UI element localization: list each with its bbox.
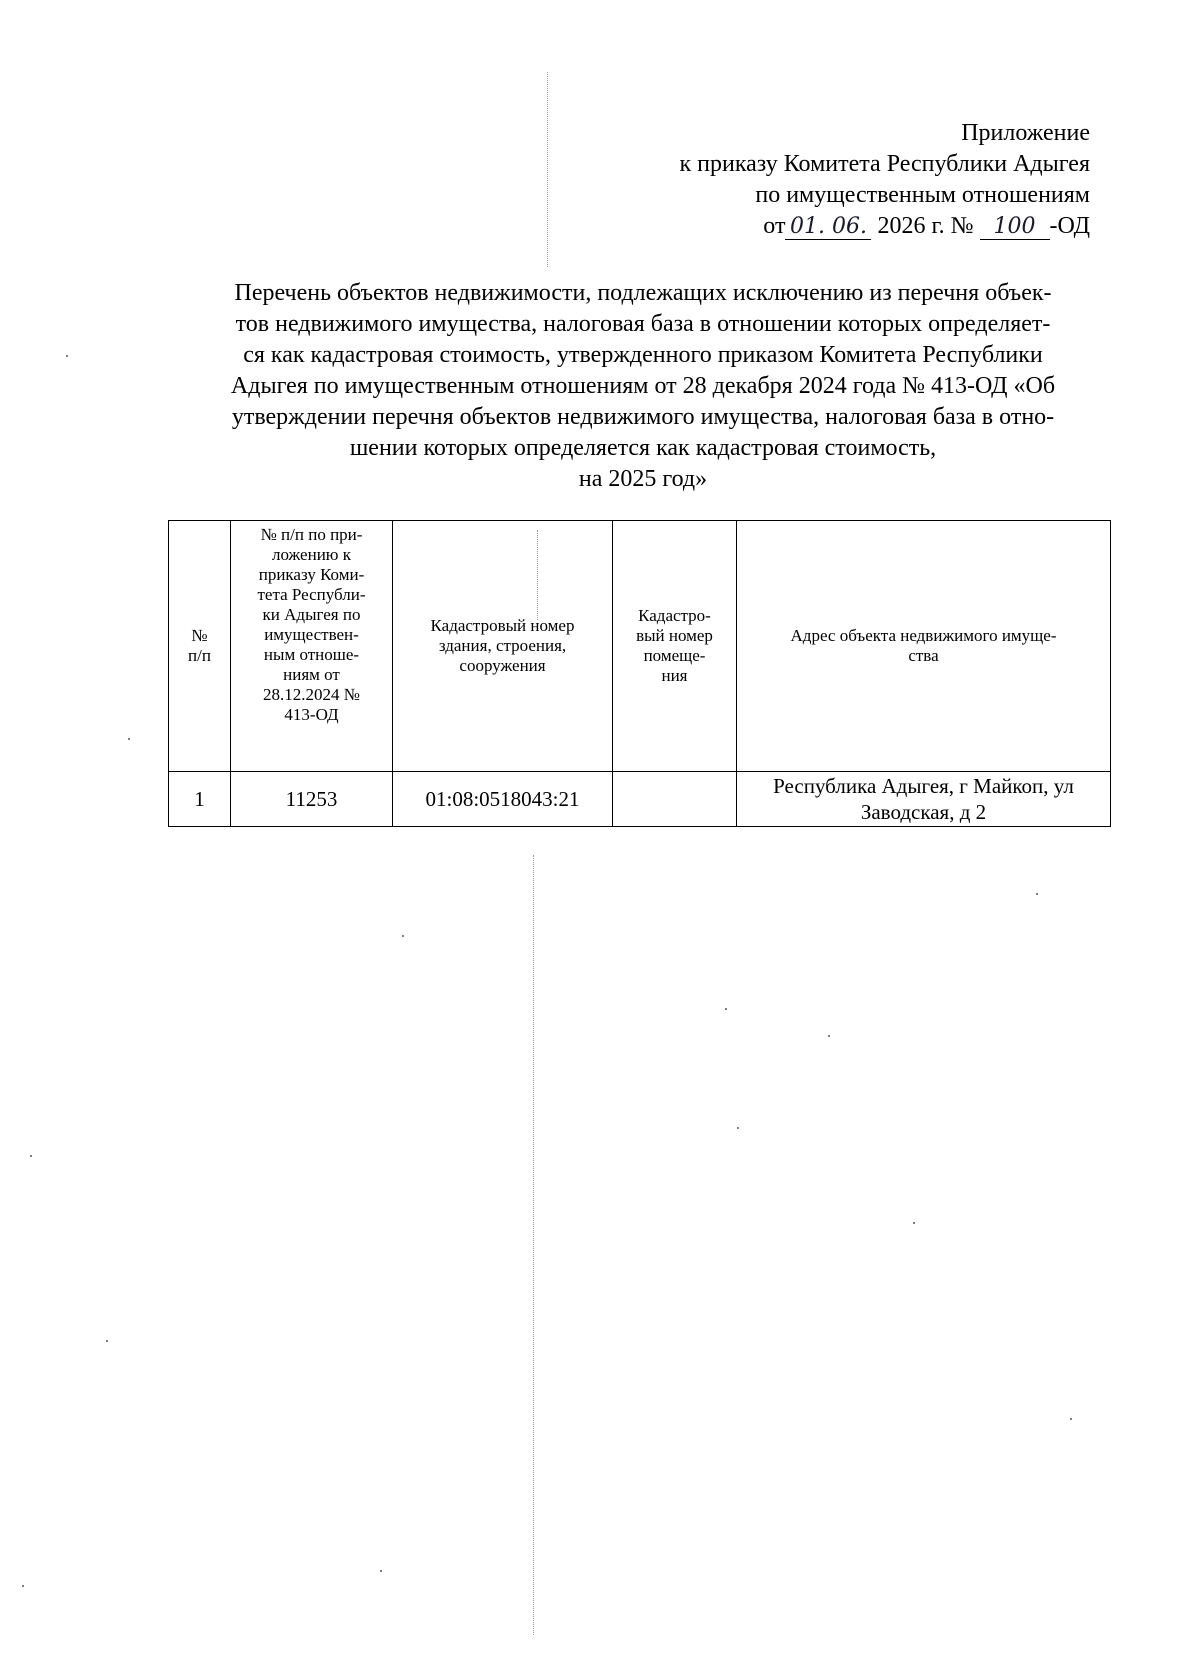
header-row-number: № п/п	[169, 521, 231, 772]
scan-speck	[913, 1222, 915, 1224]
table-row	[169, 772, 1111, 827]
handwritten-date: 01. 06.	[785, 215, 871, 240]
header-appendix-number: № п/п по при- ложению к приказу Коми- тета Республи- ки Адыгея по имуществен- ным отноше- ниям от 28.12.2024 № 413-ОД	[231, 521, 393, 772]
cell-appendix-number: 11253	[231, 772, 393, 827]
scan-speck	[828, 1035, 830, 1037]
document-title	[178, 278, 1108, 495]
appendix-date-line	[530, 211, 1090, 242]
header-cadastral-building: Кадастровый номер здания, строения, сооружения	[393, 521, 613, 772]
cell-row-number: 1	[169, 772, 231, 827]
appendix-title: Приложение	[961, 120, 1090, 146]
scan-speck	[737, 1127, 739, 1129]
header-address: Адрес объекта недвижимого имуще- ства	[737, 521, 1111, 772]
scan-speck	[402, 935, 404, 937]
scan-speck	[106, 1340, 108, 1342]
scan-speck	[725, 1008, 727, 1010]
date-prefix: от	[763, 213, 786, 239]
appendix-committee-ref: по имущественным отношениям	[755, 182, 1090, 208]
title-line: утверждении перечня объектов недвижимого имущества, налоговая база в отно-	[231, 404, 1055, 430]
cell-address: Республика Адыгея, г Майкоп, ул Заводская, д 2	[737, 772, 1111, 827]
title-line: шении которых определяется как кадастровая стоимость,	[349, 435, 937, 461]
title-line: тов недвижимого имущества, налоговая база в отношении которых определяет-	[235, 311, 1051, 337]
scan-speck	[1070, 1418, 1072, 1420]
scan-speck	[128, 738, 130, 740]
appendix-header	[530, 118, 1090, 242]
appendix-order-ref: к приказу Комитета Республики Адыгея	[679, 151, 1090, 177]
title-line: на 2025 год»	[578, 466, 708, 492]
scan-speck	[1036, 893, 1038, 895]
cell-cadastral-building: 01:08:0518043:21	[393, 772, 613, 827]
date-suffix: 2026 г. №	[877, 213, 974, 239]
objects-table	[168, 520, 1111, 827]
handwritten-number: 100	[980, 215, 1050, 240]
header-cadastral-room: Кадастро- вый номер помеще- ния	[613, 521, 737, 772]
title-line: Перечень объектов недвижимости, подлежащих исключению из перечня объек-	[234, 280, 1052, 306]
scan-speck	[380, 1570, 382, 1572]
cell-cadastral-room	[613, 772, 737, 827]
title-line: ся как кадастровая стоимость, утвержденного приказом Комитета Республики	[243, 342, 1043, 368]
scan-speck	[66, 355, 68, 357]
scan-artifact-line	[533, 855, 534, 1635]
scan-speck	[22, 1585, 24, 1587]
table-header-row	[169, 521, 1111, 772]
scan-speck	[30, 1155, 32, 1157]
number-suffix: -ОД	[1049, 213, 1090, 239]
title-line: Адыгея по имущественным отношениям от 28 декабря 2024 года № 413-ОД «Об	[230, 373, 1056, 399]
